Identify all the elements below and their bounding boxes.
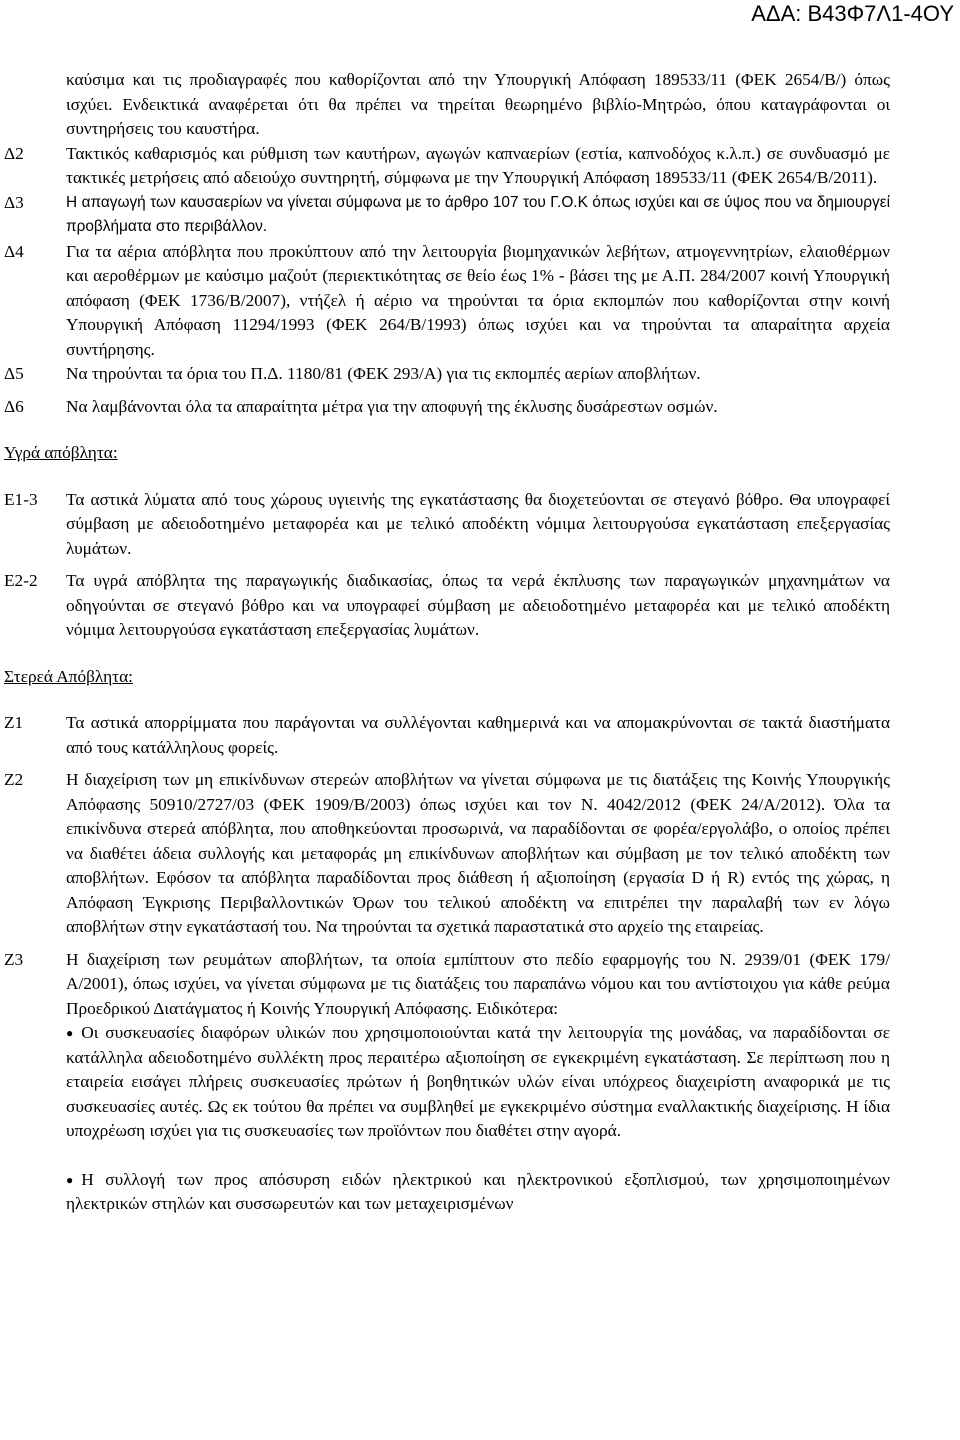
e2-item — [4, 569, 890, 643]
liquid-waste-title: Υγρά απόβλητα: — [4, 443, 118, 462]
z2-text: Η διαχείριση των μη επικίνδυνων στερεών αποβλήτων να γίνεται σύμφωνα με τις διατάξεις της Κοινής Υπουργικής Απόφασης 50910/2727/03 (ΦΕΚ 1909/Β/2003) όπως ισχύει και τον Ν. 4042/2012 (ΦΕΚ 24/Α/2012). Όλα τα επικίνδυνα στερεά απόβλητα, που αποθηκεύονται προσωρινά, να παραδίδονται σε φορέα/εργολάβο, ο οποίος πρέπει να διαθέτει άδεια συλλογής και μεταφοράς μη επικίνδυνων αποβλήτων και σύμβαση με τον τελικό αποδέκτη των αποβλήτων. Εφόσον τα απόβλητα παραδίδονται προς διάθεση ή αξιοποίηση (εργασία D ή R) εντός της χώρας, η Απόφαση Έγκρισης Περιβαλλοντικών Όρων του τελικού αποδέκτη να επιτρέπει την παραλαβή των εν λόγω αποβλήτων στην εγκατάστασή του. Να τηρούνται τα σχετικά παραστατικά στο αρχείο της εταιρείας. — [66, 770, 890, 936]
document-body — [4, 68, 890, 1217]
ada-header: ΑΔΑ: Β43Φ7Λ1-4ΟΥ — [751, 1, 954, 26]
z1-text: Τα αστικά απορρίμματα που παράγονται να συλλέγονται καθημερινά και να απομακρύνονται σε τακτά διαστήματα από τους κατάλληλους φορείς. — [66, 713, 890, 757]
d5-text: Να τηρούνται τα όρια του Π.Δ. 1180/81 (ΦΕΚ 293/Α) για τις εκπομπές αερίων αποβλήτων. — [66, 364, 701, 383]
z2-label: Ζ2 — [4, 770, 24, 789]
bullet-dot-icon: ● — [66, 1172, 74, 1187]
d2-text: Τακτικός καθαρισμός και ρύθμιση των καυτήρων, αγωγών καπναερίων (εστία, καπνοδόχος κ.λ.π.) σε συνδυασμό με τακτικές μετρήσεις από αδειούχο συντηρητή, σύμφωνα με την Υπουργική Απόφαση 189533/11 (ΦΕΚ 2654/Β/2011). — [66, 143, 890, 187]
e1-item — [4, 488, 890, 562]
bullet-text: Οι συσκευασίες διαφόρων υλικών που χρησιμοποιούνται κατά την λειτουργία της μονάδας, να παραδίδονται σε κατάλληλα αδειοδοτημένο συλλέκτη προς περαιτέρω αξιοποίηση σε εγκεκριμένη εγκατάσταση. Σε περίπτωση που η εταιρεία εισάγει πλήρεις συσκευασίες πρώτων ή βοηθητικών υλών είναι υπόχρεος διαχειρίστη αναφορικά με τις συσκευασίες αυτές. Ως εκ τούτου θα πρέπει να συμβληθεί με εγκεκριμένο σύστημα εναλλακτικής διαχείρισης. Η ίδια υποχρέωση ισχύει για τις συσκευασίες των προϊόντων που διαθέτει στην αγορά. — [66, 1023, 890, 1140]
z1-label: Ζ1 — [4, 713, 24, 732]
d3-label: Δ3 — [4, 192, 24, 212]
d6-item — [4, 395, 890, 420]
d4-text: Για τα αέρια απόβλητα που προκύπτουν από την λειτουργία βιομηχανικών λεβήτων, ατμογεννητρίων, ελαιοθέρμων και αεροθέρμων με καύσιμο μαζούτ (περιεκτικότητας σε θείο έως 1% - βάσει της με Α.Π. 284/2007 κοινή Υπουργική απόφαση (ΦΕΚ 1736/Β/2007), ντήζελ ή αέριο να τηρούνται τα όρια εκπομπών που καθορίζονται στην κοινή Υπουργική Απόφαση 11294/1993 (ΦΕΚ 264/Β/1993) όπως ισχύει και να τηρούνται τα απαραίτητα αρχεία συντήρησης. — [66, 241, 890, 359]
solid-waste-title: Στερεά Απόβλητα: — [4, 666, 133, 686]
z3-item — [4, 948, 890, 1217]
d4-label: Δ4 — [4, 241, 24, 261]
bullet-item — [66, 1168, 890, 1217]
z3-text — [66, 948, 890, 1217]
d1-continuation: καύσιμα και τις προδιαγραφές που καθορίζονται από την Υπουργική Απόφαση 189533/11 (ΦΕΚ 2654/Β/) όπως ισχύει. Ενδεικτικά αναφέρεται ότι θα πρέπει να τηρείται θεωρημένο βιβλίο-Μητρώο, όπου καταγράφονται οι συντηρήσεις του καυστήρα. — [66, 70, 890, 138]
d2-item — [4, 142, 890, 191]
e1-text: Τα αστικά λύματα από τους χώρους υγιεινής της εγκατάστασης θα διοχετεύονται σε στεγανό βόθρο. Θα υπογραφεί σύμβαση με αδειοδοτημένο μεταφορέα και με τελικό αποδέκτη νόμιμα λειτουργούσα εγκατάσταση επεξεργασίας λυμάτων. — [66, 489, 890, 558]
bullet-text: Η συλλογή των προς απόσυρση ειδών ηλεκτρικού και ηλεκτρονικού εξοπλισμού, των χρησιμοποιημένων ηλεκτρικών στηλών και συσσωρευτών και των μεταχειρισμένων — [66, 1169, 890, 1213]
z2-item — [4, 768, 890, 940]
d2-label: Δ2 — [4, 143, 24, 163]
z3-intro: Η διαχείριση των ρευμάτων αποβλήτων, τα οποία εμπίπτουν στο πεδίο εφαρμογής του Ν. 2939/01 (ΦΕΚ 179/Α/2001), όπως ισχύει, να γίνεται σύμφωνα με τις διατάξεις του παραπάνω νόμου και του αντίστοιχου για κάθε ρεύμα Προεδρικού Διατάγματος ή Κοινής Υπουργική Απόφασης. Ειδικότερα: — [66, 949, 890, 1018]
e2-label: Ε2-2 — [4, 571, 38, 590]
z3-label: Ζ3 — [4, 949, 24, 969]
d4-item — [4, 240, 890, 363]
z1-item — [4, 711, 890, 760]
bullet-dot-icon: ● — [66, 1026, 74, 1040]
e1-label: Ε1-3 — [4, 489, 38, 509]
d6-label: Δ6 — [4, 396, 24, 416]
bullet-item — [66, 1021, 890, 1144]
e2-text: Τα υγρά απόβλητα της παραγωγικής διαδικασίας, όπως τα νερά έκπλυσης των παραγωγικών μηχανημάτων να οδηγούνται σε στεγανό βόθρο και να υπογραφεί σύμβαση με αδειοδοτημένο μεταφορέα και με τελικό αποδέκτη νόμιμα λειτουργούσα εγκατάσταση επεξεργασίας λυμάτων. — [66, 571, 890, 639]
d5-item — [4, 362, 890, 387]
d3-text: Η απαγωγή των καυσαερίων να γίνεται σύμφωνα με το άρθρο 107 του Γ.Ο.Κ όπως ισχύει και σε ύψος που να δημιουργεί προβλήματα στο περιβάλλον. — [66, 193, 890, 235]
d5-label: Δ5 — [4, 364, 24, 383]
d3-item — [4, 191, 890, 240]
d6-text: Να λαμβάνονται όλα τα απαραίτητα μέτρα για την αποφυγή της έκλυσης δυσάρεστων οσμών. — [66, 396, 718, 416]
